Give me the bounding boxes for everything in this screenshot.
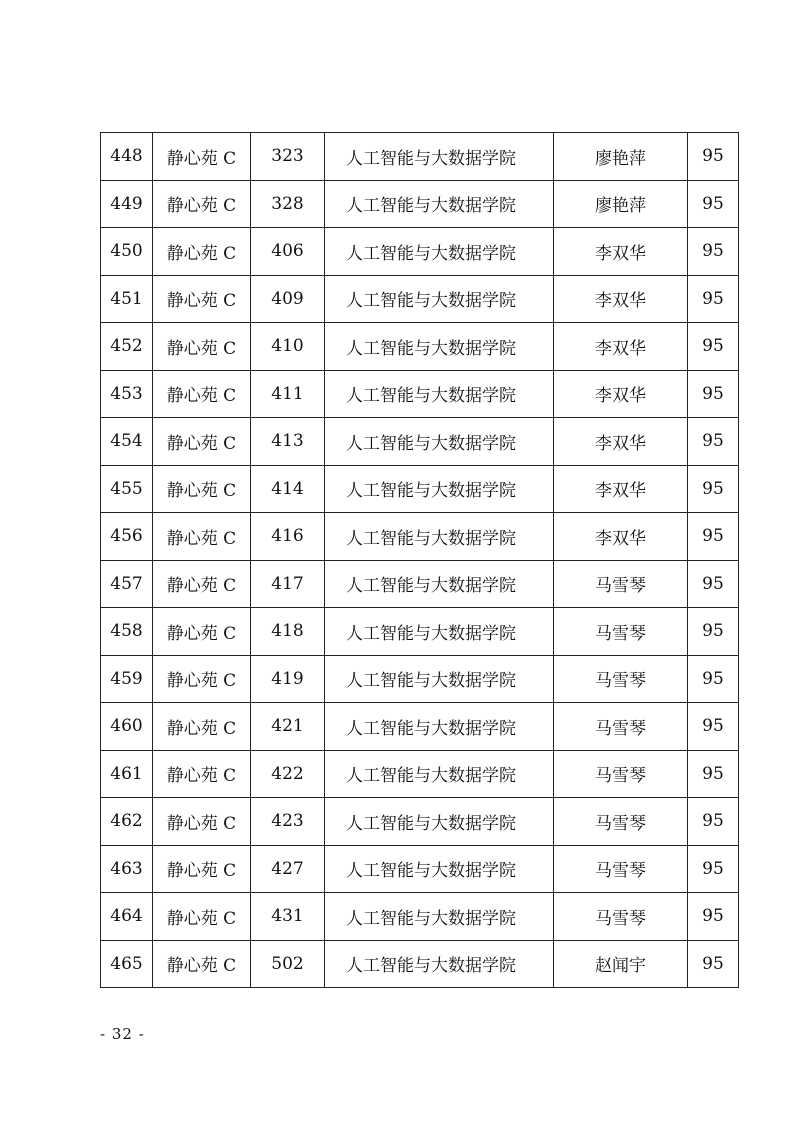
cell-score: 95 — [688, 180, 739, 228]
table-row — [101, 180, 739, 228]
cell-college: 人工智能与大数据学院 — [325, 418, 554, 466]
cell-building: 静心苑 C — [153, 465, 251, 513]
table-row — [101, 750, 739, 798]
cell-college: 人工智能与大数据学院 — [325, 323, 554, 371]
table-row — [101, 513, 739, 561]
cell-college: 人工智能与大数据学院 — [325, 750, 554, 798]
cell-room: 409 — [251, 275, 325, 323]
cell-building: 静心苑 C — [153, 608, 251, 656]
cell-building: 静心苑 C — [153, 228, 251, 276]
cell-room: 414 — [251, 465, 325, 513]
cell-score: 95 — [688, 133, 739, 181]
cell-score: 95 — [688, 608, 739, 656]
cell-room: 416 — [251, 513, 325, 561]
cell-person: 李双华 — [554, 228, 688, 276]
cell-room: 422 — [251, 750, 325, 798]
cell-building: 静心苑 C — [153, 323, 251, 371]
cell-index: 449 — [101, 180, 153, 228]
cell-college: 人工智能与大数据学院 — [325, 845, 554, 893]
cell-room: 502 — [251, 940, 325, 988]
cell-building: 静心苑 C — [153, 655, 251, 703]
cell-college: 人工智能与大数据学院 — [325, 560, 554, 608]
table-row — [101, 703, 739, 751]
cell-score: 95 — [688, 798, 739, 846]
table-row — [101, 228, 739, 276]
cell-person: 马雪琴 — [554, 608, 688, 656]
table-row — [101, 465, 739, 513]
cell-score: 95 — [688, 418, 739, 466]
table-row — [101, 370, 739, 418]
page-number: - 32 - — [100, 1025, 145, 1043]
cell-score: 95 — [688, 750, 739, 798]
cell-index: 459 — [101, 655, 153, 703]
cell-person: 赵闻宇 — [554, 940, 688, 988]
table-row — [101, 798, 739, 846]
table-row — [101, 133, 739, 181]
cell-building: 静心苑 C — [153, 275, 251, 323]
cell-score: 95 — [688, 323, 739, 371]
cell-building: 静心苑 C — [153, 893, 251, 941]
table-row — [101, 560, 739, 608]
table-row — [101, 418, 739, 466]
cell-building: 静心苑 C — [153, 845, 251, 893]
cell-index: 461 — [101, 750, 153, 798]
cell-building: 静心苑 C — [153, 370, 251, 418]
cell-room: 417 — [251, 560, 325, 608]
cell-room: 423 — [251, 798, 325, 846]
cell-index: 454 — [101, 418, 153, 466]
cell-college: 人工智能与大数据学院 — [325, 608, 554, 656]
cell-index: 455 — [101, 465, 153, 513]
cell-index: 458 — [101, 608, 153, 656]
cell-person: 马雪琴 — [554, 655, 688, 703]
cell-index: 450 — [101, 228, 153, 276]
cell-index: 460 — [101, 703, 153, 751]
cell-college: 人工智能与大数据学院 — [325, 370, 554, 418]
cell-room: 411 — [251, 370, 325, 418]
table-row — [101, 845, 739, 893]
cell-building: 静心苑 C — [153, 940, 251, 988]
cell-college: 人工智能与大数据学院 — [325, 893, 554, 941]
cell-index: 448 — [101, 133, 153, 181]
cell-room: 419 — [251, 655, 325, 703]
cell-index: 463 — [101, 845, 153, 893]
cell-college: 人工智能与大数据学院 — [325, 798, 554, 846]
cell-person: 廖艳萍 — [554, 180, 688, 228]
cell-score: 95 — [688, 228, 739, 276]
table-row — [101, 893, 739, 941]
cell-room: 328 — [251, 180, 325, 228]
cell-room: 421 — [251, 703, 325, 751]
cell-building: 静心苑 C — [153, 418, 251, 466]
cell-score: 95 — [688, 893, 739, 941]
cell-score: 95 — [688, 465, 739, 513]
cell-college: 人工智能与大数据学院 — [325, 655, 554, 703]
cell-room: 413 — [251, 418, 325, 466]
cell-college: 人工智能与大数据学院 — [325, 180, 554, 228]
cell-person: 李双华 — [554, 513, 688, 561]
cell-room: 323 — [251, 133, 325, 181]
cell-building: 静心苑 C — [153, 560, 251, 608]
cell-score: 95 — [688, 370, 739, 418]
cell-person: 李双华 — [554, 465, 688, 513]
cell-index: 465 — [101, 940, 153, 988]
cell-score: 95 — [688, 845, 739, 893]
cell-person: 李双华 — [554, 418, 688, 466]
cell-building: 静心苑 C — [153, 133, 251, 181]
cell-index: 457 — [101, 560, 153, 608]
dormitory-score-table — [100, 132, 739, 988]
cell-room: 418 — [251, 608, 325, 656]
cell-score: 95 — [688, 940, 739, 988]
cell-person: 马雪琴 — [554, 750, 688, 798]
table-row — [101, 940, 739, 988]
table-body — [101, 133, 739, 988]
cell-college: 人工智能与大数据学院 — [325, 513, 554, 561]
cell-index: 451 — [101, 275, 153, 323]
cell-index: 452 — [101, 323, 153, 371]
cell-index: 462 — [101, 798, 153, 846]
cell-building: 静心苑 C — [153, 750, 251, 798]
cell-college: 人工智能与大数据学院 — [325, 703, 554, 751]
cell-score: 95 — [688, 560, 739, 608]
cell-college: 人工智能与大数据学院 — [325, 133, 554, 181]
table-row — [101, 323, 739, 371]
cell-room: 427 — [251, 845, 325, 893]
cell-person: 马雪琴 — [554, 845, 688, 893]
cell-person: 李双华 — [554, 275, 688, 323]
cell-person: 马雪琴 — [554, 703, 688, 751]
table-row — [101, 608, 739, 656]
cell-building: 静心苑 C — [153, 513, 251, 561]
cell-person: 马雪琴 — [554, 798, 688, 846]
cell-college: 人工智能与大数据学院 — [325, 228, 554, 276]
cell-room: 406 — [251, 228, 325, 276]
cell-index: 464 — [101, 893, 153, 941]
cell-person: 马雪琴 — [554, 560, 688, 608]
cell-person: 李双华 — [554, 370, 688, 418]
cell-score: 95 — [688, 513, 739, 561]
table-row — [101, 275, 739, 323]
cell-person: 廖艳萍 — [554, 133, 688, 181]
cell-score: 95 — [688, 275, 739, 323]
cell-score: 95 — [688, 703, 739, 751]
cell-college: 人工智能与大数据学院 — [325, 465, 554, 513]
cell-room: 431 — [251, 893, 325, 941]
cell-index: 453 — [101, 370, 153, 418]
cell-college: 人工智能与大数据学院 — [325, 940, 554, 988]
table-row — [101, 655, 739, 703]
cell-room: 410 — [251, 323, 325, 371]
cell-college: 人工智能与大数据学院 — [325, 275, 554, 323]
cell-building: 静心苑 C — [153, 180, 251, 228]
cell-score: 95 — [688, 655, 739, 703]
cell-index: 456 — [101, 513, 153, 561]
cell-person: 李双华 — [554, 323, 688, 371]
cell-person: 马雪琴 — [554, 893, 688, 941]
cell-building: 静心苑 C — [153, 703, 251, 751]
cell-building: 静心苑 C — [153, 798, 251, 846]
